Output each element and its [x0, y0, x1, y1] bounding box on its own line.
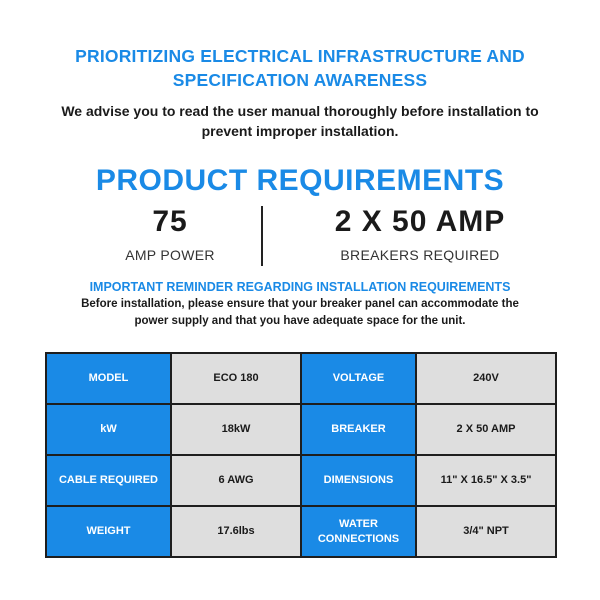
reminder-title: IMPORTANT REMINDER REGARDING INSTALLATION REQUIREMENTS [89, 280, 511, 294]
spec-key-cable: CABLE REQUIRED [46, 455, 171, 506]
headline-line-2: SPECIFICATION AWARENESS [172, 70, 428, 90]
table-row [46, 353, 556, 404]
spec-value-kw: 18kW [171, 404, 301, 455]
advice-line-1: We advise you to read the user manual thoroughly before installation to [61, 103, 539, 119]
spec-value-water-connections: 3/4" NPT [416, 506, 556, 557]
spec-value-model: ECO 180 [171, 353, 301, 404]
advice-text [0, 101, 600, 141]
amp-power-label: AMP POWER [125, 247, 215, 263]
reminder-text [0, 296, 600, 330]
breakers-value: 2 X 50 AMP [334, 205, 506, 238]
spec-table [45, 352, 557, 558]
water-key-line-2: CONNECTIONS [317, 532, 400, 545]
spec-value-weight: 17.6lbs [171, 506, 301, 557]
spec-value-voltage: 240V [416, 353, 556, 404]
water-key-line-1: WATER [339, 517, 378, 530]
headline [0, 44, 600, 92]
amp-power-value: 75 [152, 205, 188, 238]
amp-power-stat [70, 204, 270, 264]
headline-line-1: PRIORITIZING ELECTRICAL INFRASTRUCTURE AND [75, 46, 525, 66]
spec-key-dimensions: DIMENSIONS [301, 455, 416, 506]
spec-key-model: MODEL [46, 353, 171, 404]
spec-key-voltage: VOLTAGE [301, 353, 416, 404]
breakers-label: BREAKERS REQUIRED [340, 247, 500, 263]
spec-key-weight: WEIGHT [46, 506, 171, 557]
table-row [46, 404, 556, 455]
spec-value-breaker: 2 X 50 AMP [416, 404, 556, 455]
spec-key-kw: kW [46, 404, 171, 455]
reminder-line-2: power supply and that you have adequate space for the unit. [134, 315, 466, 327]
stat-divider [261, 206, 263, 266]
advice-line-2: prevent improper installation. [201, 123, 399, 139]
reminder-line-1: Before installation, please ensure that your breaker panel can accommodate the [81, 298, 519, 310]
spec-value-dimensions: 11" X 16.5" X 3.5" [416, 455, 556, 506]
spec-value-cable: 6 AWG [171, 455, 301, 506]
table-row [46, 455, 556, 506]
spec-key-water-connections [301, 506, 416, 557]
spec-key-breaker: BREAKER [301, 404, 416, 455]
product-requirements-title: PRODUCT REQUIREMENTS [95, 164, 505, 197]
breakers-stat [290, 204, 550, 264]
table-row [46, 506, 556, 557]
